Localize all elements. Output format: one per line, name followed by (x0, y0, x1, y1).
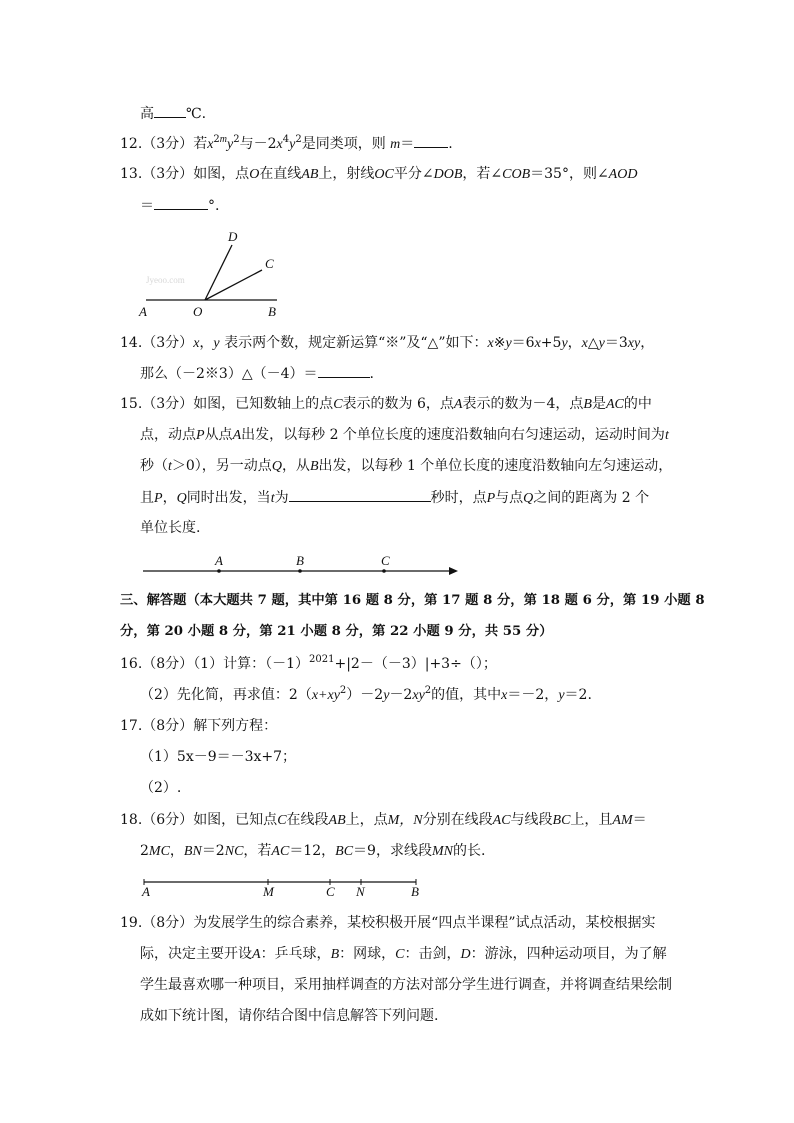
question-19-line4: 成如下统计图，请你结合图中信息解答下列问题. (140, 1008, 439, 1024)
label-c: C (265, 256, 274, 271)
label-c: C (326, 884, 335, 899)
question-16-part2: （2）先化简，再求值：$2(x+xy^2)-2y-2xy^2$的值，其中x＝－2，y＝2. (140, 685, 592, 703)
question-19-line2: 际，决定主要开设A：乒乓球，B：网球，C：击剑，D：游泳，四种运动项目，为了解 (140, 946, 667, 962)
question-14: 14.（3分）x，y 表示两个数，规定新运算“※”及“△”如下：x※y＝6x+5y，x△y＝3xy， (120, 335, 655, 351)
question-17-eq1: （1）5x－9＝－3x+7； (140, 749, 297, 765)
question-14-line2: 那么（－2※3）△（－4）＝ . (140, 363, 374, 384)
question-17-eq2: （2）. (140, 780, 182, 796)
question-12: 12.（3分）若$x^{2m}y^2$与$-2x^4y^2$是同类项，则 m＝ . (120, 134, 453, 152)
question-17: 17.（8分）解下列方程： (120, 718, 278, 734)
section-heading: 三、解答题（本大题共 7 题，其中第 16 题 8 分，第 17 题 8 分，第 18 题 6 分，第 19 小题 8 (120, 593, 705, 608)
watermark: Jyeoo.com (146, 275, 185, 285)
label-m: M (263, 884, 274, 899)
question-18: 18.（6分）如图，已知点C在线段AB上，点M，N分别在线段AC与线段BC上，且AM＝ (120, 812, 647, 828)
label-a: A (215, 553, 223, 568)
question-19-line3: 学生最喜欢哪一种项目，采用抽样调查的方法对部分学生进行调查，并将调查结果绘制 (140, 977, 672, 993)
question-15-line4: 且P，Q同时出发，当t为 秒时，点P与点Q之间的距离为 2 个 (140, 487, 649, 509)
label-c: C (381, 553, 390, 568)
label-n: N (356, 884, 365, 899)
label-o: O (193, 304, 203, 319)
question-15-line5: 单位长度. (140, 520, 201, 536)
question-16: 16.（8分）（1）计算：$(-1)^{2021}+|2-(-3)|+3\div()$； (120, 654, 497, 672)
label-b: B (296, 553, 304, 568)
label-b: B (411, 884, 419, 899)
question-15-line2: 点，动点P从点A出发，以每秒 2 个单位长度的速度沿数轴向右匀速运动，运动时间为t (140, 427, 669, 443)
section-heading-line2: 分，第 20 小题 8 分，第 21 小题 8 分，第 22 小题 9 分，共 55 分） (120, 624, 553, 639)
q11-tail: 高 ℃. (140, 103, 206, 124)
label-d: D (228, 229, 238, 244)
question-15: 15.（3分）如图，已知数轴上的点C表示的数为 6，点A表示的数为－4，点B是AC的中 (120, 396, 652, 412)
label-a: A (139, 304, 147, 319)
question-13-line2: ＝ °. (140, 195, 219, 216)
question-19: 19.（8分）为发展学生的综合素养，某校积极开展“四点半课程”试点活动，某校根据实 (120, 915, 656, 931)
label-b: B (268, 304, 276, 319)
question-13: 13.（3分）如图，点O在直线AB上，射线OC平分∠DOB，若∠COB＝35°，则∠AOD (120, 166, 638, 182)
label-a: A (142, 884, 150, 899)
question-15-line3: 秒（t＞0），另一动点Q，从B出发，以每秒 1 个单位长度的速度沿数轴向左匀速运动， (140, 458, 673, 474)
question-18-line2: 2MC，BN＝2NC，若AC＝12，BC＝9，求线段MN的长. (140, 843, 486, 859)
